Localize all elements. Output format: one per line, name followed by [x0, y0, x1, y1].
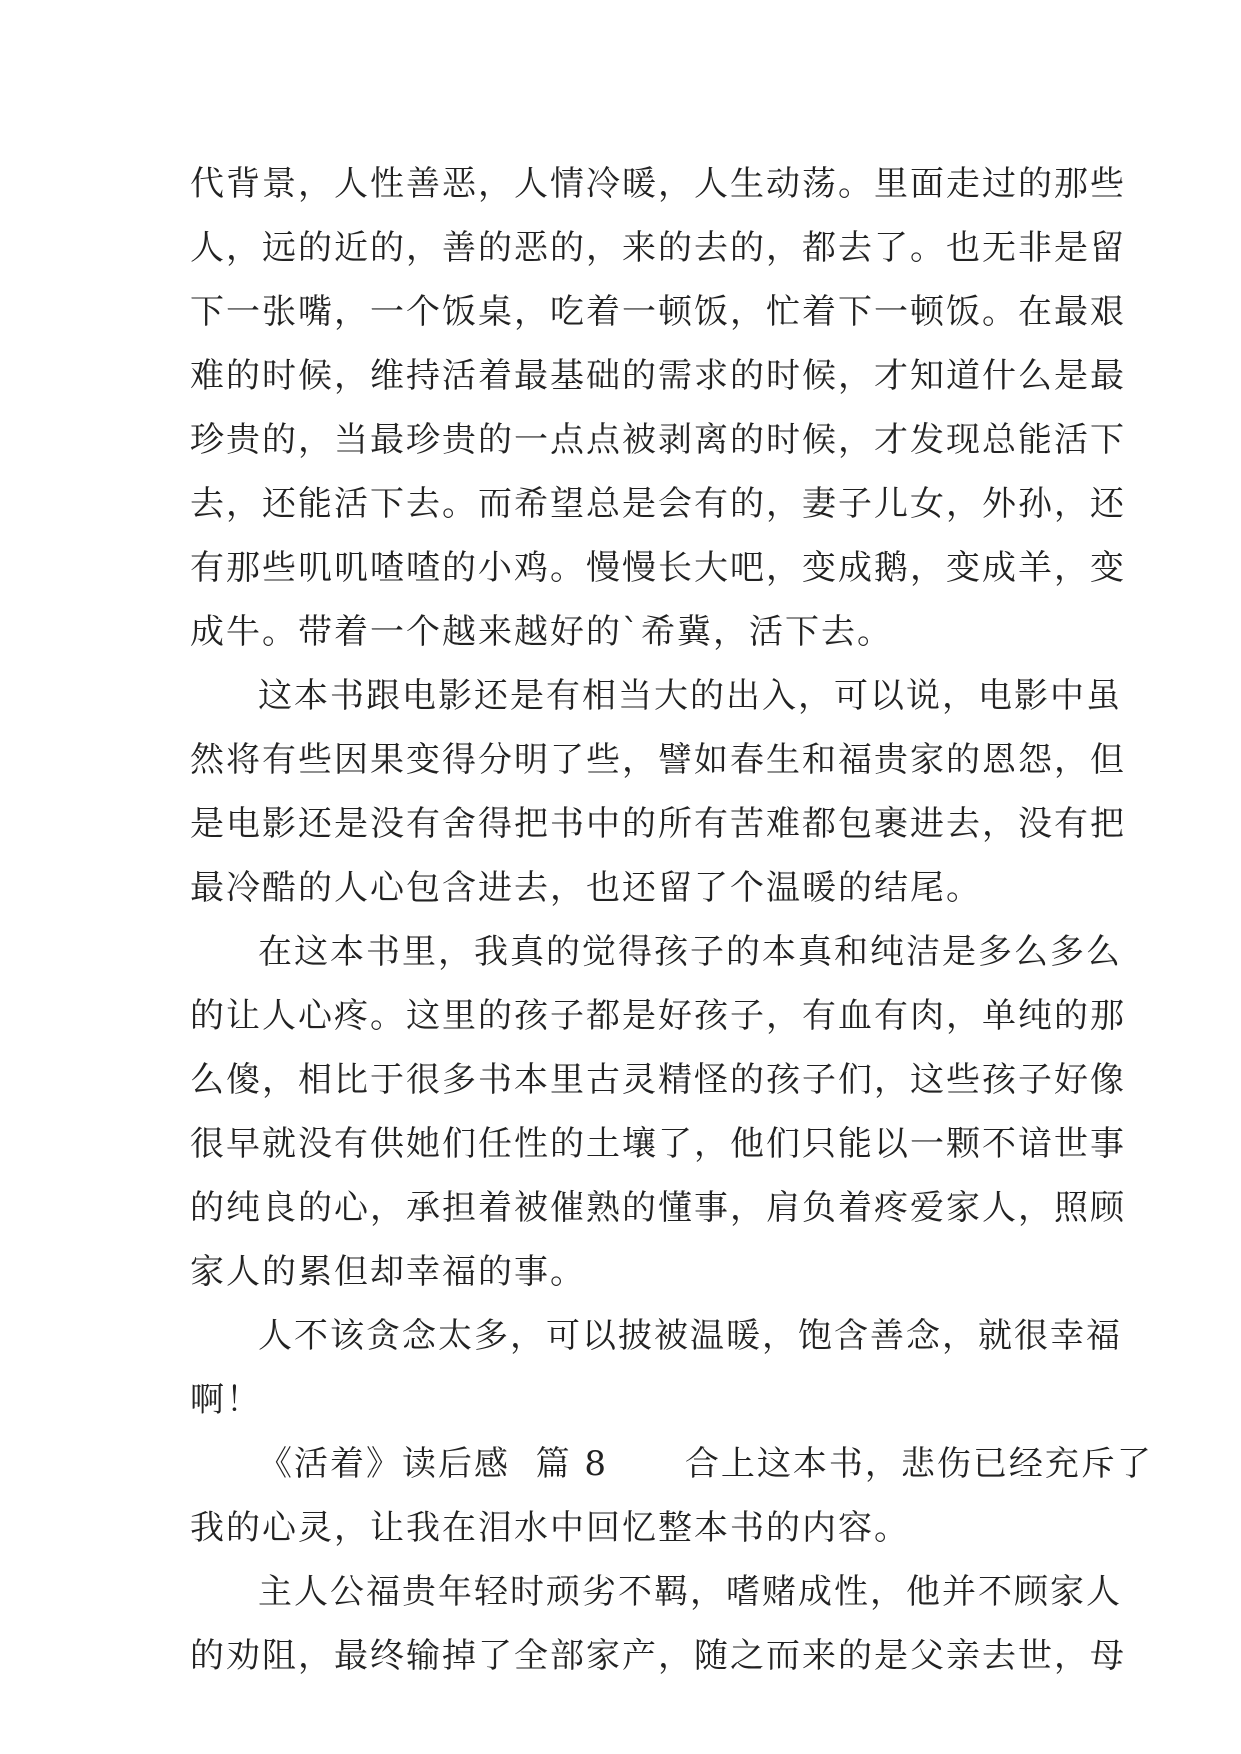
- text-line: 代背景，人性善恶，人情冷暖，人生动荡。里面走过的那些: [190, 164, 1126, 204]
- text-line: 我的心灵，让我在泪水中回忆整本书的内容。: [190, 1508, 910, 1548]
- text-line: 《活着》读后感 篇 8 合上这本书，悲伤已经充斥了: [258, 1444, 1153, 1484]
- text-line: 是电影还是没有舍得把书中的所有苦难都包裹进去，没有把: [190, 804, 1126, 844]
- text-line: 去，还能活下去。而希望总是会有的，妻子儿女，外孙，还: [190, 484, 1126, 524]
- text-line: 在这本书里，我真的觉得孩子的本真和纯洁是多么多么: [258, 932, 1122, 972]
- text-line: 很早就没有供她们任性的土壤了，他们只能以一颗不谙世事: [190, 1124, 1126, 1164]
- text-line: 家人的累但却幸福的事。: [190, 1252, 586, 1292]
- text-line: 下一张嘴，一个饭桌，吃着一顿饭，忙着下一顿饭。在最艰: [190, 292, 1126, 332]
- text-line: 的让人心疼。这里的孩子都是好孩子，有血有肉，单纯的那: [190, 996, 1126, 1036]
- text-line: 的劝阻，最终输掉了全部家产，随之而来的是父亲去世，母: [190, 1636, 1126, 1676]
- paragraph-5: [190, 1432, 1153, 1560]
- text-line: 人，远的近的，善的恶的，来的去的，都去了。也无非是留: [190, 228, 1126, 268]
- paragraph-3: [190, 920, 1126, 1304]
- text-line: 人不该贪念太多，可以披被温暖，饱含善念，就很幸福: [258, 1316, 1122, 1356]
- text-line: 最冷酷的人心包含进去，也还留了个温暖的结尾。: [190, 868, 982, 908]
- paragraph-2: [190, 664, 1126, 920]
- paragraph-6: [190, 1560, 1126, 1688]
- paragraph-4: [190, 1304, 1122, 1432]
- text-line: 主人公福贵年轻时顽劣不羁，嗜赌成性，他并不顾家人: [258, 1572, 1122, 1612]
- text-line: 然将有些因果变得分明了些，譬如春生和福贵家的恩怨，但: [190, 740, 1126, 780]
- text-line: 有那些叽叽喳喳的小鸡。慢慢长大吧，变成鹅，变成羊，变: [190, 548, 1126, 588]
- text-line: 珍贵的，当最珍贵的一点点被剥离的时候，才发现总能活下: [190, 420, 1126, 460]
- text-line: 的纯良的心，承担着被催熟的懂事，肩负着疼爱家人，照顾: [190, 1188, 1126, 1228]
- text-line: 啊！: [190, 1380, 262, 1420]
- text-line: 难的时候，维持活着最基础的需求的时候，才知道什么是最: [190, 356, 1126, 396]
- document-body: [190, 152, 1153, 1688]
- text-line: 么傻，相比于很多书本里古灵精怪的孩子们，这些孩子好像: [190, 1060, 1126, 1100]
- text-line: 成牛。带着一个越来越好的`希冀，活下去。: [190, 612, 893, 652]
- paragraph-1: [190, 152, 1126, 664]
- text-line: 这本书跟电影还是有相当大的出入，可以说，电影中虽: [258, 676, 1122, 716]
